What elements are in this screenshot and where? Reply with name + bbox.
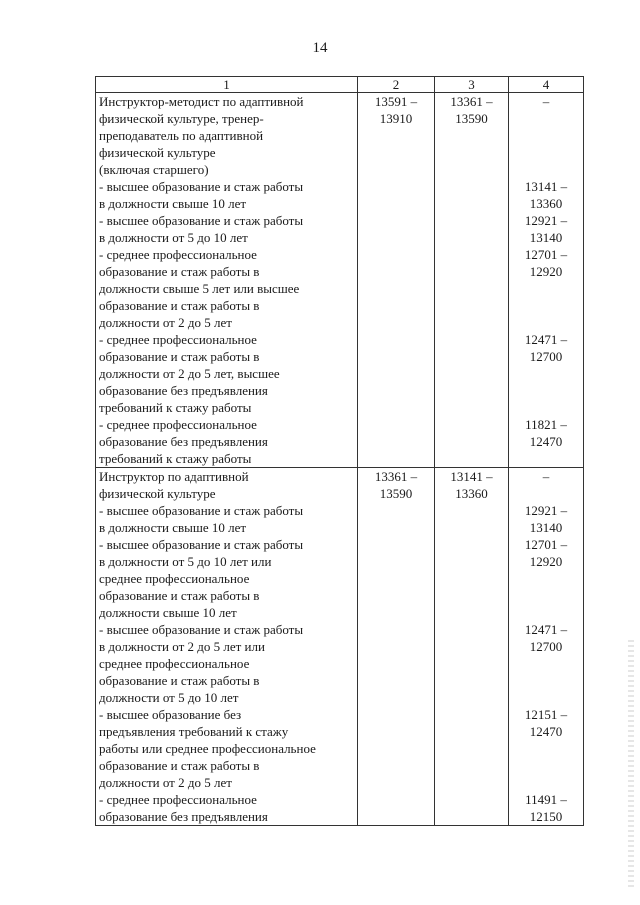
text-line: образование без предъявления [99,809,268,824]
text-line: работы или среднее профессиональное [99,741,316,756]
value-line: 13361 – [450,94,493,109]
header-col-3: 3 [435,77,509,93]
value-line: 12471 – [524,332,568,347]
position-title [96,93,358,179]
text-line: в должности от 2 до 5 лет или [99,639,265,654]
value-line: 12920 [529,554,563,569]
page-number: 14 [312,40,328,56]
salary-range-col4 [509,468,584,503]
value-line: 12150 [529,809,563,824]
header-col-4: 4 [509,77,584,93]
value-line: 13140 [529,520,563,535]
table-row [96,791,584,826]
text-line: образование и стаж работы в [99,758,260,773]
text-line: образование и стаж работы в [99,349,260,364]
text-line: образование и стаж работы в [99,673,260,688]
text-line: образование и стаж работы в [99,588,260,603]
qualification-text [96,212,358,246]
text-line: (включая старшего) [99,162,209,177]
salary-range-col3 [435,93,509,468]
value-line: 13591 – [374,94,418,109]
text-line: образование без предъявления [99,383,268,398]
text-line: образование без предъявления [99,434,268,449]
qualification-text [96,791,358,826]
value-line: 12920 [529,264,563,279]
salary-range-col4 [509,178,584,212]
text-line: в должности свыше 10 лет [99,520,247,535]
text-line: - высшее образование и стаж работы [99,179,304,194]
text-line: физической культуре, тренер- [99,111,264,126]
qualification-text [96,246,358,331]
value-line: 11491 – [525,792,567,807]
value-line: 13140 [529,230,563,245]
text-line: в должности от 5 до 10 лет или [99,554,272,569]
value-line: 13141 – [524,179,568,194]
text-line: - среднее профессиональное [99,247,257,262]
value-line: – [542,469,550,484]
text-line: - среднее профессиональное [99,792,257,807]
scan-edge-artifact [628,640,634,890]
text-line: предъявления требований к стажу [99,724,289,739]
value-line: 12701 – [524,537,568,552]
value-line: 13141 – [450,469,493,484]
salary-range-col4 [509,502,584,536]
value-line: 12470 [529,434,563,449]
value-line: 13360 [529,196,563,211]
qualification-text [96,621,358,706]
salary-table [95,76,584,826]
header-col-2: 2 [358,77,435,93]
salary-range-col4 [509,212,584,246]
text-line: должности от 2 до 5 лет [99,315,232,330]
salary-range-col4 [509,706,584,791]
text-line: должности от 2 до 5 лет, высшее [99,366,280,381]
salary-range-col2 [358,468,435,826]
text-line: - высшее образование и стаж работы [99,213,304,228]
text-line: должности от 5 до 10 лет [99,690,239,705]
text-line: должности от 2 до 5 лет [99,775,232,790]
salary-range-col4 [509,246,584,331]
text-line: в должности свыше 10 лет [99,196,247,211]
value-line: 12921 – [524,213,568,228]
text-line: Инструктор-методист по адаптивной [99,94,304,109]
text-line: образование и стаж работы в [99,298,260,313]
table-row [96,621,584,706]
qualification-text [96,331,358,416]
table-row [96,178,584,212]
qualification-text [96,706,358,791]
value-line: 13590 [379,486,413,501]
table-row [96,706,584,791]
text-line: - высшее образование и стаж работы [99,537,304,552]
header-col-1: 1 [96,77,358,93]
value-line: 13360 [455,486,488,501]
table-row [96,536,584,621]
qualification-text [96,178,358,212]
text-line: - высшее образование и стаж работы [99,503,304,518]
text-line: преподаватель по адаптивной [99,128,264,143]
value-line: 12151 – [524,707,568,722]
table-header-row [96,77,584,93]
salary-range-col4 [509,331,584,416]
table-row [96,502,584,536]
text-line: должности свыше 10 лет [99,605,237,620]
value-line: 12921 – [524,503,568,518]
table-row [96,468,584,503]
text-line: должности свыше 5 лет или высшее [99,281,300,296]
qualification-text [96,416,358,468]
value-line: 12701 – [524,247,568,262]
text-line: в должности от 5 до 10 лет [99,230,248,245]
text-line: - среднее профессиональное [99,417,257,432]
salary-range-col4 [509,93,584,179]
value-line: 13361 – [374,469,418,484]
value-line: 12471 – [524,622,568,637]
text-line: - высшее образование без [99,707,242,722]
table-row [96,331,584,416]
text-line: среднее профессиональное [99,656,250,671]
qualification-text [96,502,358,536]
salary-range-col2 [358,93,435,468]
table-row [96,93,584,179]
text-line: физической культуре [99,145,216,160]
table-row [96,212,584,246]
salary-range-col4 [509,621,584,706]
value-line: 12700 [529,349,563,364]
value-line: 11821 – [525,417,567,432]
value-line: 13590 [455,111,488,126]
salary-range-col4 [509,416,584,468]
qualification-text [96,536,358,621]
value-line: 12700 [529,639,563,654]
text-line: - среднее профессиональное [99,332,257,347]
salary-range-col4 [509,536,584,621]
value-line: 12470 [529,724,563,739]
text-line: физической культуре [99,486,216,501]
value-line: 13910 [379,111,413,126]
text-line: Инструктор по адаптивной [99,469,249,484]
text-line: - высшее образование и стаж работы [99,622,304,637]
salary-range-col3 [435,468,509,826]
table-row [96,416,584,468]
value-line: – [542,94,550,109]
text-line: среднее профессиональное [99,571,250,586]
position-title [96,468,358,503]
salary-range-col4 [509,791,584,826]
text-line: требований к стажу работы [99,400,252,415]
text-line: требований к стажу работы [99,451,252,466]
table-row [96,246,584,331]
text-line: образование и стаж работы в [99,264,260,279]
